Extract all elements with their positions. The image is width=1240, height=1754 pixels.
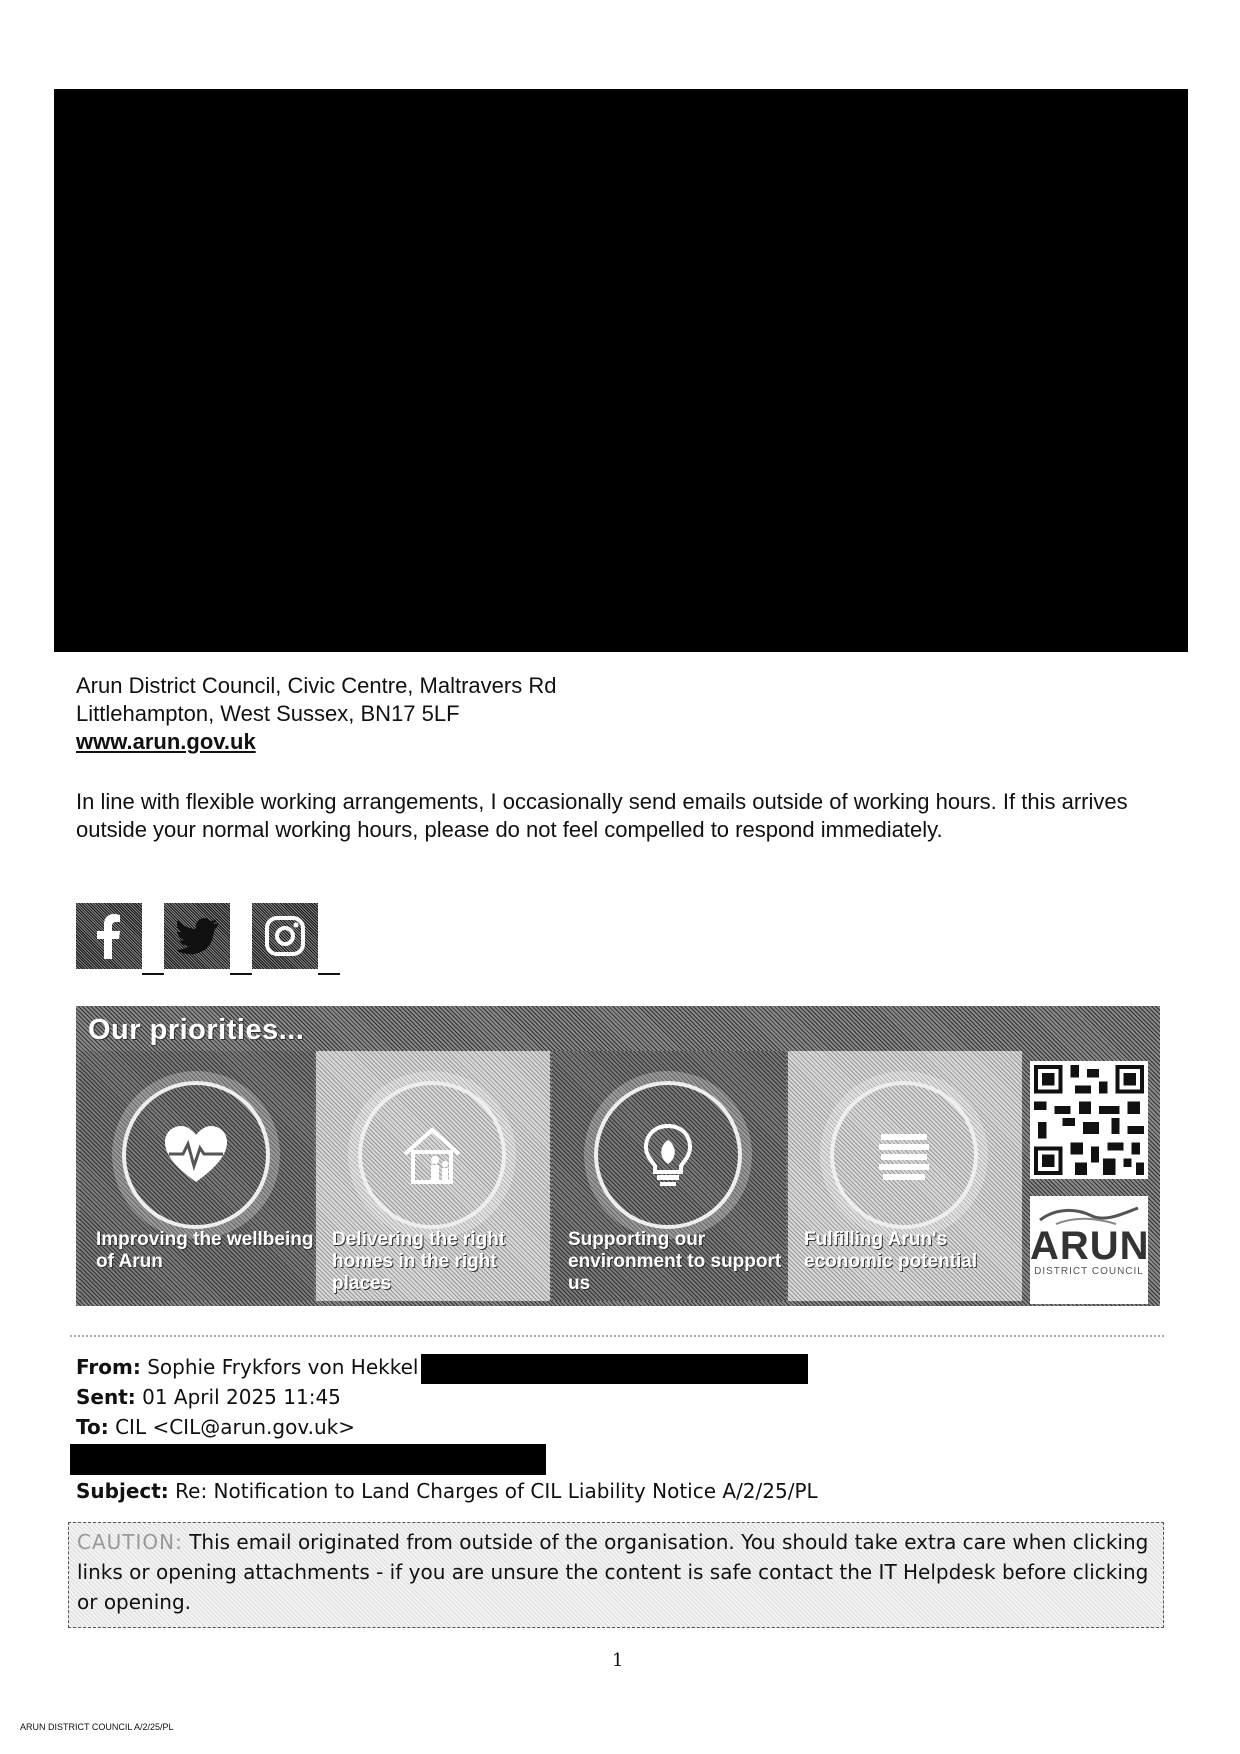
address-line-2: Littlehampton, West Sussex, BN17 5LF bbox=[76, 701, 460, 726]
to-label: To: bbox=[76, 1415, 109, 1439]
underline bbox=[318, 973, 340, 975]
page-number: 1 bbox=[612, 1650, 624, 1671]
working-hours-notice: In line with flexible working arrangements, I occasionally send emails outside of working hours. If this arrives outside your normal working hours, please do not feel compelled to respond immediately. bbox=[76, 789, 1128, 842]
email-from bbox=[76, 1352, 418, 1382]
divider bbox=[70, 1335, 1164, 1337]
priority-text: Fulfilling Arun's economic potential bbox=[804, 1229, 978, 1272]
subject-value: Re: Notification to Land Charges of CIL Liability Notice A/2/25/PL bbox=[175, 1479, 818, 1503]
footer-reference: ARUN DISTRICT COUNCIL A/2/25/PL bbox=[20, 1722, 174, 1732]
email-subject bbox=[76, 1476, 818, 1506]
to-value: CIL <CIL@arun.gov.uk> bbox=[115, 1415, 355, 1439]
twitter-icon[interactable] bbox=[164, 903, 230, 969]
house-icon bbox=[358, 1081, 506, 1229]
caution-text: This email originated from outside of the organisation. You should take extra care when clicking links or opening attachments - if you are unsure the content is safe contact the IT Helpdesk before clicking or opening. bbox=[77, 1530, 1149, 1614]
money-icon bbox=[830, 1081, 978, 1229]
website-link[interactable]: www.arun.gov.uk bbox=[76, 729, 256, 754]
priority-panel bbox=[316, 1051, 550, 1301]
redacted-block-top bbox=[54, 89, 1188, 652]
priority-panel bbox=[788, 1051, 1022, 1301]
logo-word: ARUN bbox=[1030, 1224, 1150, 1268]
facebook-icon[interactable] bbox=[76, 903, 142, 969]
priority-panel bbox=[552, 1051, 786, 1301]
priorities-banner bbox=[76, 1006, 1160, 1306]
lightbulb-icon bbox=[594, 1081, 742, 1229]
social-links bbox=[76, 903, 346, 978]
address-line-1: Arun District Council, Civic Centre, Maltravers Rd bbox=[76, 673, 557, 698]
heart-icon bbox=[122, 1081, 270, 1229]
priority-text: Supporting our environment to support us bbox=[568, 1229, 782, 1294]
underline bbox=[142, 973, 164, 975]
redacted-cc-line bbox=[70, 1444, 546, 1475]
priority-text: Delivering the right homes in the right places bbox=[332, 1229, 506, 1294]
logo-sub: DISTRICT COUNCIL bbox=[1034, 1266, 1144, 1277]
subject-label: Subject: bbox=[76, 1479, 169, 1503]
priority-panel bbox=[80, 1051, 314, 1301]
from-value: Sophie Frykfors von Hekkel bbox=[147, 1355, 419, 1379]
qr-code[interactable] bbox=[1030, 1061, 1148, 1179]
from-label: From: bbox=[76, 1355, 141, 1379]
arun-logo bbox=[1030, 1196, 1148, 1304]
priority-text: Improving the wellbeing of Arun bbox=[96, 1229, 314, 1272]
underline bbox=[230, 973, 252, 975]
caution-banner bbox=[68, 1522, 1164, 1628]
email-to bbox=[76, 1412, 355, 1442]
address-block bbox=[76, 672, 556, 756]
email-sent bbox=[76, 1382, 341, 1412]
banner-title: Our priorities... bbox=[88, 1014, 305, 1046]
caution-tag: CAUTION: bbox=[77, 1530, 183, 1554]
sent-value: 01 April 2025 11:45 bbox=[142, 1385, 341, 1409]
redacted-email-address bbox=[421, 1354, 808, 1384]
instagram-icon[interactable] bbox=[252, 903, 318, 969]
sent-label: Sent: bbox=[76, 1385, 136, 1409]
